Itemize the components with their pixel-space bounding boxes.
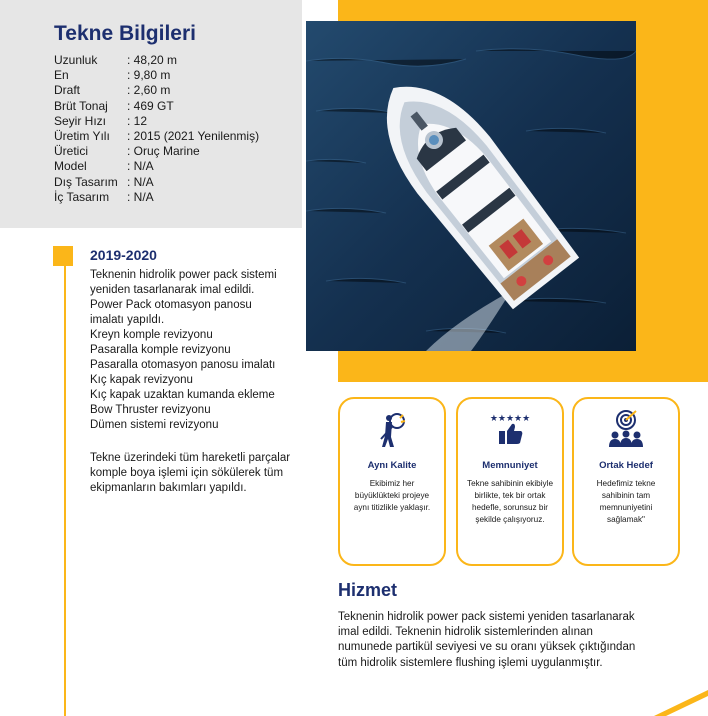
spec-list xyxy=(54,53,259,205)
spec-row-exterior xyxy=(54,175,259,190)
spec-row-length xyxy=(54,53,259,68)
service-title: Hizmet xyxy=(338,580,398,600)
spec-value: : 48,20 m xyxy=(127,53,178,67)
timeline-marker xyxy=(53,246,73,266)
target-team-icon xyxy=(574,409,678,449)
work-item: yeniden tasarlanarak imal edildi. xyxy=(90,284,255,296)
spec-label: Üretim Yılı xyxy=(54,129,110,144)
spec-value: : 12 xyxy=(127,113,148,128)
spec-value: : 2,60 m xyxy=(127,83,171,98)
spec-row-speed xyxy=(54,114,259,129)
work-item: Dümen sistemi revizyonu xyxy=(90,419,219,431)
spec-value: : 469 GT xyxy=(127,98,174,113)
spec-row-interior xyxy=(54,190,259,205)
work-item: Kıç kapak uzaktan kumanda ekleme xyxy=(90,389,275,401)
work-item: Pasaralla otomasyon panosu imalatı xyxy=(90,359,276,371)
work-item: Teknenin hidrolik power pack sistemi xyxy=(90,269,277,281)
card-same-quality xyxy=(338,397,446,566)
spec-label: Üretici xyxy=(54,144,89,159)
spec-value: : 9,80 m xyxy=(127,68,171,83)
card-description: Ekibimiz her büyüklükteki projeye aynı titizlikle yaklaşır. xyxy=(353,479,431,512)
spec-label: Uzunluk xyxy=(54,53,98,67)
maintenance-paragraph: Tekne üzerindeki tüm hareketli parçalar komple boya işlemi için sökülerek tüm ekipmanların bakımları yapıldı. xyxy=(90,452,291,494)
spec-row-builder xyxy=(54,144,259,159)
service-text: Teknenin hidrolik power pack sistemi yeniden tasarlanarak imal edildi. Teknenin hidrolik sistemlerinden alınan numunede partikül seviyesi ve su oranı yüksek çıktığından tüm hidrolik sistemlere flushing işlemi uygulanmıştır. xyxy=(338,611,636,669)
spec-value: : Oruç Marine xyxy=(127,144,200,159)
work-item: Bow Thruster revizyonu xyxy=(90,404,211,416)
work-item: Power Pack otomasyon panosu xyxy=(90,299,252,311)
spec-value: : N/A xyxy=(127,159,154,174)
work-item: Kreyn komple revizyonu xyxy=(90,329,213,341)
spec-row-year xyxy=(54,129,259,144)
spec-label: Model xyxy=(54,159,87,174)
spec-row-model xyxy=(54,159,259,174)
spec-row-draft xyxy=(54,83,259,98)
thumbs-up-stars-icon xyxy=(458,409,562,449)
rocket-person-icon xyxy=(340,409,444,449)
card-satisfaction xyxy=(456,397,564,566)
spec-value: : 2015 (2021 Yenilenmiş) xyxy=(127,129,260,144)
spec-label: Draft xyxy=(54,83,81,98)
work-list xyxy=(90,268,305,433)
card-description: Tekne sahibinin ekibiyle birlikte, tek bir ortak hedefle, sorunsuz bir şekilde çalışıyoruz. xyxy=(466,479,554,524)
card-description: Hedefimiz tekne sahibinin tam memnuniyetini sağlamak" xyxy=(596,479,656,524)
card-title: Memnuniyet xyxy=(482,460,538,471)
work-item: Kıç kapak revizyonu xyxy=(90,374,193,386)
decorative-stripe xyxy=(654,686,708,716)
card-common-goal xyxy=(572,397,680,566)
spec-label: Brüt Tonaj xyxy=(54,98,108,113)
spec-label: İç Tasarım xyxy=(54,189,110,204)
work-item: imalatı yapıldı. xyxy=(90,314,165,326)
yacht-photo xyxy=(306,21,636,351)
timeline-year: 2019-2020 xyxy=(90,247,157,263)
svg-text:★★★★★: ★★★★★ xyxy=(490,414,530,424)
spec-label: En xyxy=(54,68,69,83)
spec-row-tonnage xyxy=(54,99,259,114)
card-title: Ortak Hedef xyxy=(599,460,653,471)
boat-info-title: Tekne Bilgileri xyxy=(54,22,196,45)
spec-label: Seyir Hızı xyxy=(54,113,107,128)
spec-value: : N/A xyxy=(127,174,154,189)
spec-label: Dış Tasarım xyxy=(54,174,118,189)
work-item: Pasaralla komple revizyonu xyxy=(90,344,231,356)
timeline-line xyxy=(64,266,66,716)
spec-value: : N/A xyxy=(127,189,154,204)
spec-row-beam xyxy=(54,68,259,83)
card-title: Aynı Kalite xyxy=(367,460,417,471)
